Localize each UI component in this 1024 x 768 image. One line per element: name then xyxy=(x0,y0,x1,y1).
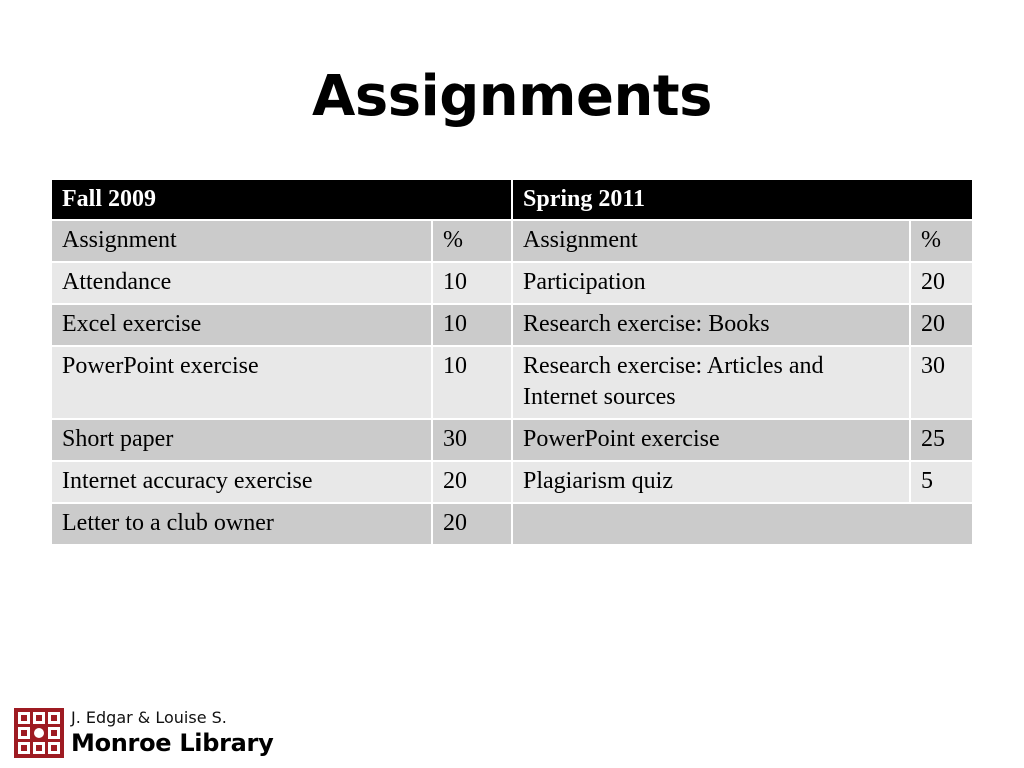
spring-percent-cell: 5 xyxy=(910,461,972,503)
table-row xyxy=(52,461,972,503)
logo-line-names: J. Edgar & Louise S. xyxy=(71,708,227,727)
fall-assignment-cell: Excel exercise xyxy=(52,304,432,346)
fall-assignment-cell: Attendance xyxy=(52,262,432,304)
table-row xyxy=(52,346,972,419)
logo-line-library: Monroe Library xyxy=(71,729,274,757)
spring-percent-cell: 30 xyxy=(910,346,972,419)
semester-header-row xyxy=(52,180,972,220)
fall-assignment-cell: PowerPoint exercise xyxy=(52,346,432,419)
spring-assignment-cell: Research exercise: Books xyxy=(512,304,910,346)
fall-assignment-cell: Short paper xyxy=(52,419,432,461)
slide-title: Assignments xyxy=(312,64,712,129)
spring-assignment-cell: Participation xyxy=(512,262,910,304)
table-row xyxy=(52,503,972,545)
fall-percent-cell: 20 xyxy=(432,461,512,503)
spring-assignment-cell: Plagiarism quiz xyxy=(512,461,910,503)
fall-percent-cell: 10 xyxy=(432,262,512,304)
fall-percent-cell: 20 xyxy=(432,503,512,545)
table-row xyxy=(52,262,972,304)
spring-assignment-cell: Research exercise: Articles and Internet sources xyxy=(512,346,910,419)
fall-assignment-cell: Letter to a club owner xyxy=(52,503,432,545)
library-grid-icon xyxy=(14,708,64,758)
fall-percent-cell: 10 xyxy=(432,346,512,419)
column-header-assignment: Assignment xyxy=(52,220,432,262)
spring-assignment-cell: PowerPoint exercise xyxy=(512,419,910,461)
spring-percent-cell: 20 xyxy=(910,304,972,346)
spring-percent-cell: 25 xyxy=(910,419,972,461)
table-row xyxy=(52,304,972,346)
assignments-table xyxy=(52,180,972,546)
table-row xyxy=(52,419,972,461)
spring-empty-cell xyxy=(512,503,972,545)
monroe-library-logo xyxy=(14,706,294,762)
column-header-percent: % xyxy=(910,220,972,262)
column-header-assignment: Assignment xyxy=(512,220,910,262)
fall-percent-cell: 10 xyxy=(432,304,512,346)
column-header-percent: % xyxy=(432,220,512,262)
group-fall-2009: Fall 2009 xyxy=(52,180,512,220)
group-spring-2011: Spring 2011 xyxy=(512,180,972,220)
column-header-row xyxy=(52,220,972,262)
fall-assignment-cell: Internet accuracy exercise xyxy=(52,461,432,503)
spring-percent-cell: 20 xyxy=(910,262,972,304)
fall-percent-cell: 30 xyxy=(432,419,512,461)
